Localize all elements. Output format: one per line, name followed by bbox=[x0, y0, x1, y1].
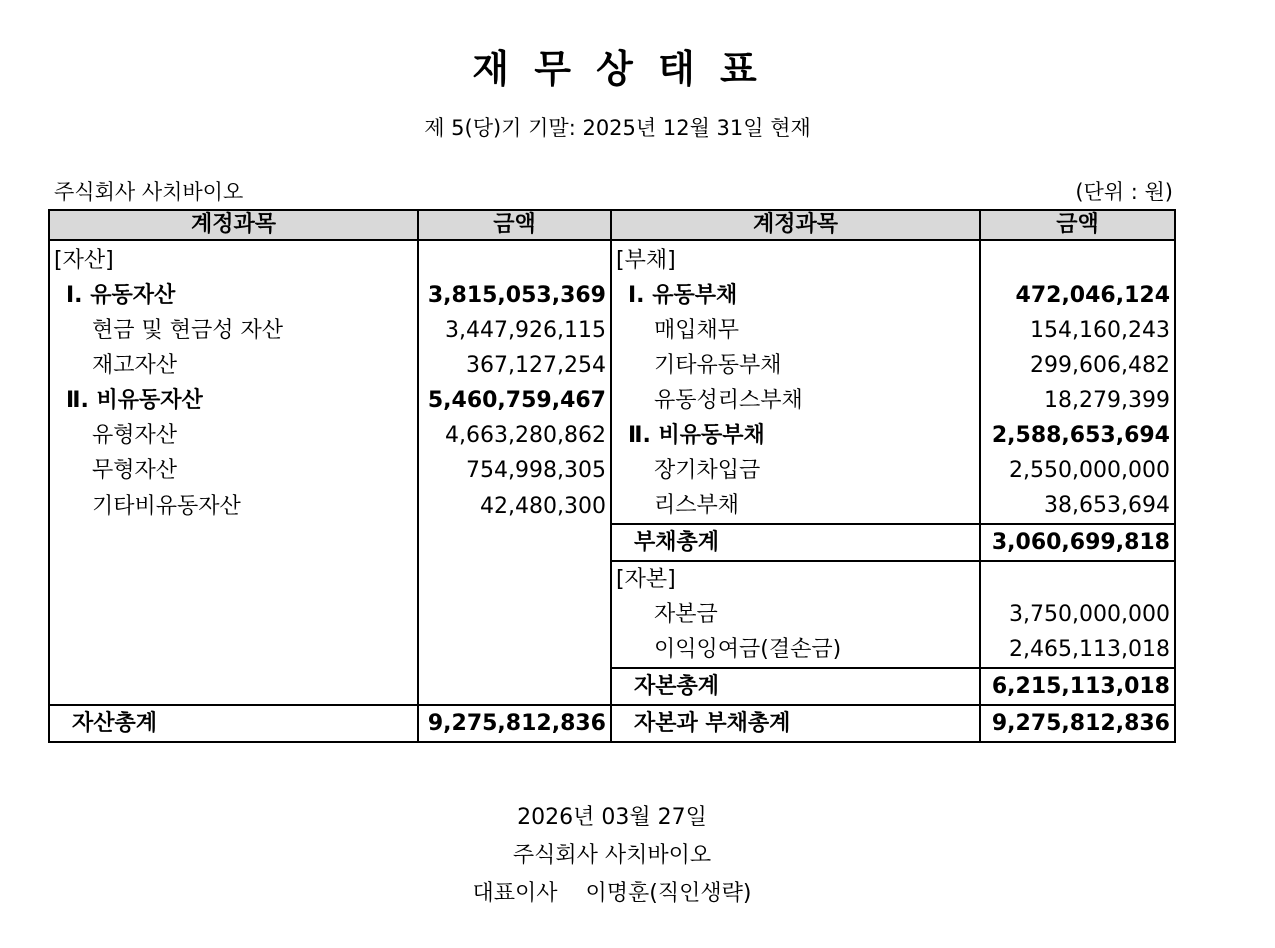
empty-cell bbox=[49, 524, 418, 561]
unit-label: (단위 : 원) bbox=[1075, 180, 1173, 204]
asset-item-name: 재고자산 bbox=[49, 348, 418, 383]
empty-cell bbox=[418, 632, 611, 668]
current-liabilities-total: 472,046,124 bbox=[980, 278, 1175, 313]
liability-item-amount: 299,606,482 bbox=[980, 348, 1175, 383]
current-assets-total: 3,815,053,369 bbox=[418, 278, 611, 313]
table-row bbox=[49, 418, 1175, 453]
liability-item-amount: 154,160,243 bbox=[980, 313, 1175, 348]
liability-item-name: 유동성리스부채 bbox=[611, 383, 980, 418]
header-account-assets: 계정과목 bbox=[49, 210, 418, 240]
total-assets-label: 자산총계 bbox=[49, 705, 418, 742]
current-liabilities-label: Ⅰ. 유동부채 bbox=[611, 278, 980, 313]
noncurrent-liabilities-total: 2,588,653,694 bbox=[980, 418, 1175, 453]
asset-item-amount: 3,447,926,115 bbox=[418, 313, 611, 348]
equity-item-name: 자본금 bbox=[611, 597, 980, 632]
total-assets-amount: 9,275,812,836 bbox=[418, 705, 611, 742]
liabilities-section-label: [부채] bbox=[611, 240, 980, 278]
noncurrent-assets-total: 5,460,759,467 bbox=[418, 383, 611, 418]
table-header-row bbox=[49, 210, 1175, 240]
total-liabilities-amount: 3,060,699,818 bbox=[980, 524, 1175, 561]
reporting-period: 제 5(당)기 기말: 2025년 12월 31일 현재 bbox=[424, 116, 811, 140]
liability-item-amount: 2,550,000,000 bbox=[980, 453, 1175, 488]
liability-item-amount: 38,653,694 bbox=[980, 488, 1175, 524]
footer-ceo: 대표이사 이명훈(직인생략) bbox=[472, 881, 752, 906]
header-amount-assets: 금액 bbox=[418, 210, 611, 240]
table-row bbox=[49, 453, 1175, 488]
empty-cell bbox=[418, 524, 611, 561]
empty-cell bbox=[980, 561, 1175, 597]
table-row bbox=[49, 597, 1175, 632]
asset-item-name: 기타비유동자산 bbox=[49, 488, 418, 524]
asset-item-amount: 367,127,254 bbox=[418, 348, 611, 383]
asset-item-amount: 4,663,280,862 bbox=[418, 418, 611, 453]
noncurrent-liabilities-label: Ⅱ. 비유동부채 bbox=[611, 418, 980, 453]
table-row bbox=[49, 348, 1175, 383]
total-equity-label: 자본총계 bbox=[611, 668, 980, 705]
footer-company: 주식회사 사치바이오 bbox=[512, 843, 712, 868]
empty-cell bbox=[418, 668, 611, 705]
empty-cell bbox=[49, 561, 418, 597]
company-name: 주식회사 사치바이오 bbox=[54, 180, 244, 204]
liability-item-name: 리스부채 bbox=[611, 488, 980, 524]
total-liabilities-label: 부채총계 bbox=[611, 524, 980, 561]
asset-item-amount: 42,480,300 bbox=[418, 488, 611, 524]
table-row bbox=[49, 561, 1175, 597]
footer-date: 2026년 03월 27일 bbox=[517, 805, 707, 830]
empty-cell bbox=[418, 240, 611, 278]
equity-item-name: 이익잉여금(결손금) bbox=[611, 632, 980, 668]
asset-item-name: 현금 및 현금성 자산 bbox=[49, 313, 418, 348]
empty-cell bbox=[980, 240, 1175, 278]
table-row bbox=[49, 383, 1175, 418]
table-row bbox=[49, 524, 1175, 561]
equity-item-amount: 2,465,113,018 bbox=[980, 632, 1175, 668]
table-row bbox=[49, 278, 1175, 313]
header-account-liabilities: 계정과목 bbox=[611, 210, 980, 240]
assets-section-label: [자산] bbox=[49, 240, 418, 278]
header-amount-liabilities: 금액 bbox=[980, 210, 1175, 240]
table-row bbox=[49, 313, 1175, 348]
noncurrent-assets-label: Ⅱ. 비유동자산 bbox=[49, 383, 418, 418]
empty-cell bbox=[418, 597, 611, 632]
asset-item-name: 무형자산 bbox=[49, 453, 418, 488]
grand-total-amount: 9,275,812,836 bbox=[980, 705, 1175, 742]
document-title: 재 무 상 태 표 bbox=[472, 47, 763, 91]
liability-item-amount: 18,279,399 bbox=[980, 383, 1175, 418]
table-row bbox=[49, 488, 1175, 524]
table-row bbox=[49, 240, 1175, 278]
grand-total-label: 자본과 부채총계 bbox=[611, 705, 980, 742]
table-row bbox=[49, 632, 1175, 668]
asset-item-name: 유형자산 bbox=[49, 418, 418, 453]
empty-cell bbox=[49, 597, 418, 632]
empty-cell bbox=[49, 668, 418, 705]
liability-item-name: 기타유동부채 bbox=[611, 348, 980, 383]
current-assets-label: Ⅰ. 유동자산 bbox=[49, 278, 418, 313]
equity-item-amount: 3,750,000,000 bbox=[980, 597, 1175, 632]
equity-section-label: [자본] bbox=[611, 561, 980, 597]
table-row bbox=[49, 668, 1175, 705]
asset-item-amount: 754,998,305 bbox=[418, 453, 611, 488]
liability-item-name: 장기차입금 bbox=[611, 453, 980, 488]
table-row bbox=[49, 705, 1175, 742]
empty-cell bbox=[49, 632, 418, 668]
liability-item-name: 매입채무 bbox=[611, 313, 980, 348]
balance-sheet-table bbox=[48, 209, 1176, 743]
total-equity-amount: 6,215,113,018 bbox=[980, 668, 1175, 705]
empty-cell bbox=[418, 561, 611, 597]
